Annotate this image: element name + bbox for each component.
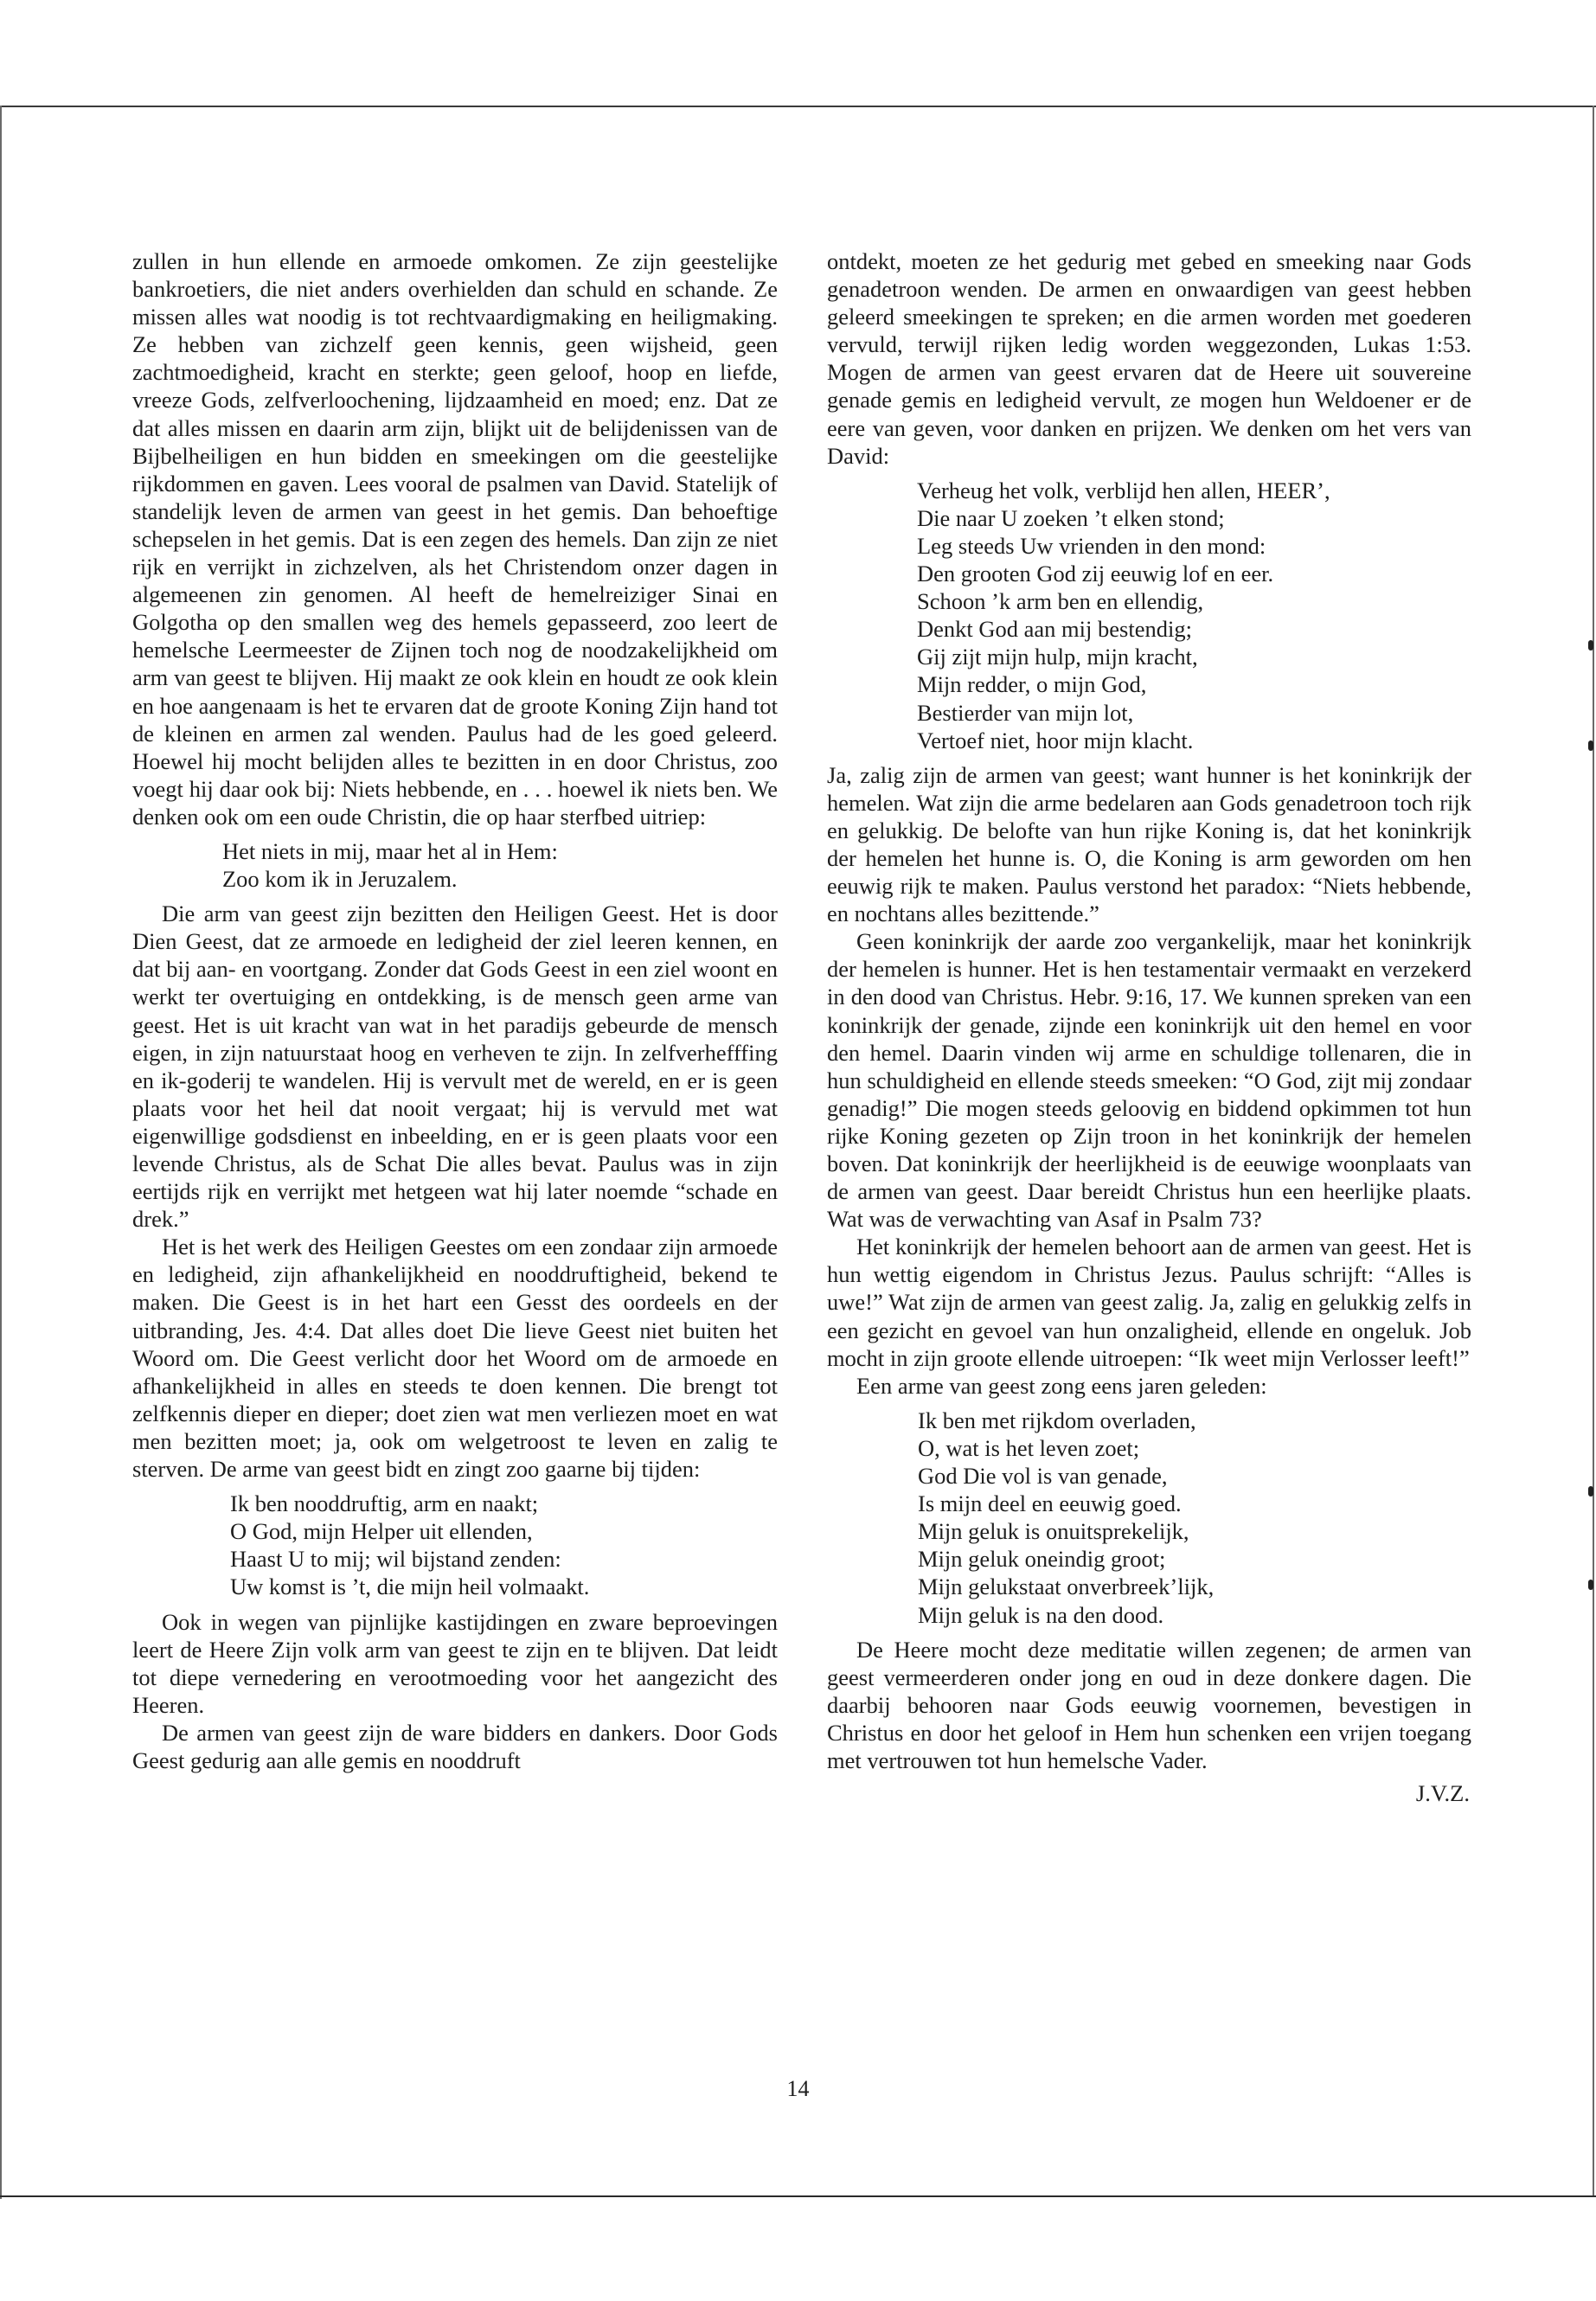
page-number: 14 (786, 2076, 810, 2101)
left-column (132, 247, 778, 1774)
verse-line: Verheug het volk, verblijd hen allen, HEER’, (917, 477, 1330, 503)
scan-border-top (0, 106, 1596, 107)
verse-line: O God, mijn Helper uit ellenden, (230, 1518, 533, 1545)
author-signature: J.V.Z. (1415, 1780, 1470, 1807)
scan-border-bottom (0, 2195, 1596, 2197)
scan-border-right (1593, 106, 1594, 2197)
verse-line: Ik ben nooddruftig, arm en naakt; (230, 1490, 539, 1517)
verse-line: O, wat is het leven zoet; (918, 1434, 1140, 1461)
verse-line: Haast U to mij; wil bijstand zenden: (230, 1546, 561, 1573)
verse-line: Vertoef niet, hoor mijn klacht. (917, 727, 1194, 753)
verse-line: Gij zijt mijn hulp, mijn kracht, (917, 644, 1198, 670)
verse-line: Bestierder van mijn lot, (917, 699, 1134, 726)
paragraph: zullen in hun ellende en armoede omkomen. Ze zijn geestelijke bankroetiers, die niet anders overhielden dan schuld en schande. Ze missen alles wat noodig is tot rechtvaardigmaking en heiligmaking. Ze hebben van zichzelf geen kennis, geen wijsheid, geen zachtmoedigheid, kracht en sterkte; geen geloof, hoop en liefde, vreeze Gods, zelfverloochening, lijdzaamheid en moed; enz. Dat ze dat alles missen en daarin arm zijn, blijkt uit de belijdenissen van de Bijbelheiligen en hun bidden en smeekingen om die geestelijke rijkdommen en gaven. Lees vooral de psalmen van David. Statelijk of standelijk leven de armen van geest in het gemis. Dan behoeftige schepselen in het gemis. Dat is een zegen des hemels. Dan zijn ze niet rijk en verrijkt in zichzelven, als het Christendom onzer dagen in algemeenen zin genomen. Al heeft de hemelreiziger Sinai en Golgotha op den smallen weg des hemels gepasseerd, zoo leert de hemelsche Leermeester de Zijnen toch nog de noodzakelijkheid om arm van geest te blijven. Hij maakt ze ook klein en houdt ze ook klein en hoe aangenaam is het te ervaren dat de groote Koning Zijn hand tot de kleinen en armen zal wenden. Paulus had de les goed geleerd. Hoewel hij mocht belijden alles te bezitten in en door Christus, zoo voegt hij daar ook bij: Niets hebbende, en . . . hoewel ik niets ben. We denken ook om een oude Christin, die op haar sterfbed uitriep: (132, 248, 778, 830)
verse-line: Den grooten God zij eeuwig lof en eer. (917, 561, 1274, 587)
right-column (827, 247, 1471, 1807)
verse-block (827, 477, 1471, 754)
verse-line: Schoon ’k arm ben en ellendig, (917, 588, 1204, 615)
paragraph: ontdekt, moeten ze het gedurig met gebed en smeeking naar Gods genadetroon wenden. De armen en onwaardigen van geest hebben geleerd smeekingen te spreken; en die armen worden met goederen vervuld, terwijl rijken ledig worden weggezonden, Lukas 1:53. Mogen de armen van geest ervaren dat de Heere uit souvereine genade gemis en ledigheid vervult, ze mogen hun Weldoener er de eere van geven, voor danken en prijzen. We denken om het vers van David: (827, 248, 1471, 469)
verse-line: Ik ben met rijkdom overladen, (918, 1407, 1196, 1433)
verse-line: Die naar U zoeken ’t elken stond; (917, 504, 1225, 531)
verse-block (132, 1490, 778, 1600)
binding-mark (1588, 740, 1593, 751)
verse-block (132, 837, 778, 893)
verse-line: Leg steeds Uw vrienden in den mond: (917, 532, 1266, 559)
paragraph: Een arme van geest zong eens jaren geleden: (856, 1372, 1267, 1399)
verse-line: Mijn redder, o mijn God, (917, 671, 1147, 698)
scan-border-left (0, 106, 2, 2199)
paragraph: Geen koninkrijk der aarde zoo vergankelijk, maar het koninkrijk der hemelen is hunner. Het is hen testamentair vermaakt en verzekerd in den dood van Christus. Hebr. 9:16, 17. We kunnen spreken van een koninkrijk der genade, zijnde een koninkrijk uit den hemel en voor den hemel. Daarin vinden wij arme en schuldige tollenaren, die in hun schuldigheid en ellende steeds smeeken: “O God, zijt mij zondaar genadig!” Die mogen steeds geloovig en biddend opkimmen tot hun rijke Koning gezeten op Zijn troon in het koninkrijk der hemelen boven. Dat koninkrijk der heerlijkheid is de eeuwige woonplaats van de armen van geest. Daar bereidt Christus hun een heerlijke plaats. Wat was de verwachting van Asaf in Psalm 73? (827, 928, 1471, 1233)
verse-line: Mijn geluk oneindig groot; (918, 1546, 1166, 1573)
verse-line: Is mijn deel en eeuwig goed. (918, 1490, 1182, 1517)
verse-line: God Die vol is van genade, (918, 1463, 1168, 1490)
paragraph: De armen van geest zijn de ware bidders en dankers. Door Gods Geest gedurig aan alle gemis en nooddruft (132, 1719, 778, 1773)
paragraph: Het koninkrijk der hemelen behoort aan de armen van geest. Het is hun wettig eigendom in Christus Jezus. Paulus schrijft: “Alles is uwe!” Wat zijn de armen van geest zalig. Ja, zalig en gelukkig zelfs in een gezicht en gevoel van hun onzaligheid, ellende en ongeluk. Job mocht in zijn groote ellende uitroepen: “Ik weet mijn Verlosser leeft!” (827, 1234, 1471, 1371)
verse-line: Mijn geluk is onuitsprekelijk, (918, 1518, 1189, 1545)
binding-mark (1588, 1580, 1593, 1590)
paragraph: Ook in wegen van pijnlijke kastijdingen en zware beproevingen leert de Heere Zijn volk arm van geest te zijn en te blijven. Dat leidt tot diepe vernedering en verootmoeding voor het aangezicht des Heeren. (132, 1608, 778, 1718)
verse-line: Mijn gelukstaat onverbreek’lijk, (918, 1574, 1215, 1600)
paragraph: Het is het werk des Heiligen Geestes om een zondaar zijn armoede en ledigheid, zijn afhankelijkheid en nooddruftigheid, bekend te maken. Die Geest is in het hart een Gesst des oordeels en der uitbranding, Jes. 4:4. Dat alles doet Die lieve Geest niet buiten het Woord om. Die Geest verlicht door het Woord om de armoede en afhankelijkheid in alles en steeds te doen kennen. Die brengt tot zelfkennis dieper en dieper; doet zien wat men verliezen moet en wat men bezitten moet; ja, ook om welgetroost te leven en zalig te sterven. De arme van geest bidt en zingt zoo gaarne bij tijden: (132, 1234, 778, 1483)
verse-line: Uw komst is ’t, die mijn heil volmaakt. (230, 1574, 590, 1600)
verse-line: Mijn geluk is na den dood. (918, 1601, 1164, 1628)
paragraph: Die arm van geest zijn bezitten den Heiligen Geest. Het is door Dien Geest, dat ze armoede en ledigheid der ziel leeren kennen, en dat bij aan- en voortgang. Zonder dat Gods Geest in een ziel woont en werkt ter overtuiging en ontdekking, is de mensch geen arme van geest. Het is uit kracht van wat in het paradijs gebeurde de mensch eigen, in zijn natuurstaat hoog en verheven te zijn. In zelfverhefffing en ik-goderij te wandelen. Hij is vervult met de wereld, en er is geen plaats voor het heil dat nooit vergaat; hij is vervuld met wat eigenwillige godsdienst en inbeelding, en er is geen plaats voor een levende Christus, als de Schat Die alles bevat. Paulus was in zijn eertijds rijk en verrijkt met hetgeen wat hij later noemde “schade en drek.” (132, 901, 778, 1233)
verse-line: Denkt God aan mij bestendig; (917, 616, 1192, 643)
binding-mark (1588, 1486, 1593, 1497)
paragraph: Ja, zalig zijn de armen van geest; want hunner is het koninkrijk der hemelen. Wat zijn die arme bedelaren aan Gods genadetroon toch rijk en gelukkig. De belofte van hun rijke Koning is, dat het koninkrijk der hemelen het hunne is. O, die Koning is arm geworden om hen eeuwig rijk te maken. Paulus verstond het paradox: “Niets hebbende, en nochtans alles bezittende.” (827, 761, 1471, 927)
verse-line: Zoo kom ik in Jeruzalem. (222, 866, 458, 893)
paragraph: De Heere mocht deze meditatie willen zegenen; de armen van geest vermeerderen onder jong en oud in deze donkere dagen. Die daarbij behooren naar Gods eeuwig voornemen, bevestigen in Christus en door het geloof in Hem hun schenken een vrijen toegang met vertrouwen tot hun hemelsche Vader. (827, 1636, 1471, 1773)
binding-mark (1588, 640, 1593, 651)
verse-block (827, 1407, 1471, 1629)
verse-line: Het niets in mij, maar het al in Hem: (222, 837, 558, 864)
